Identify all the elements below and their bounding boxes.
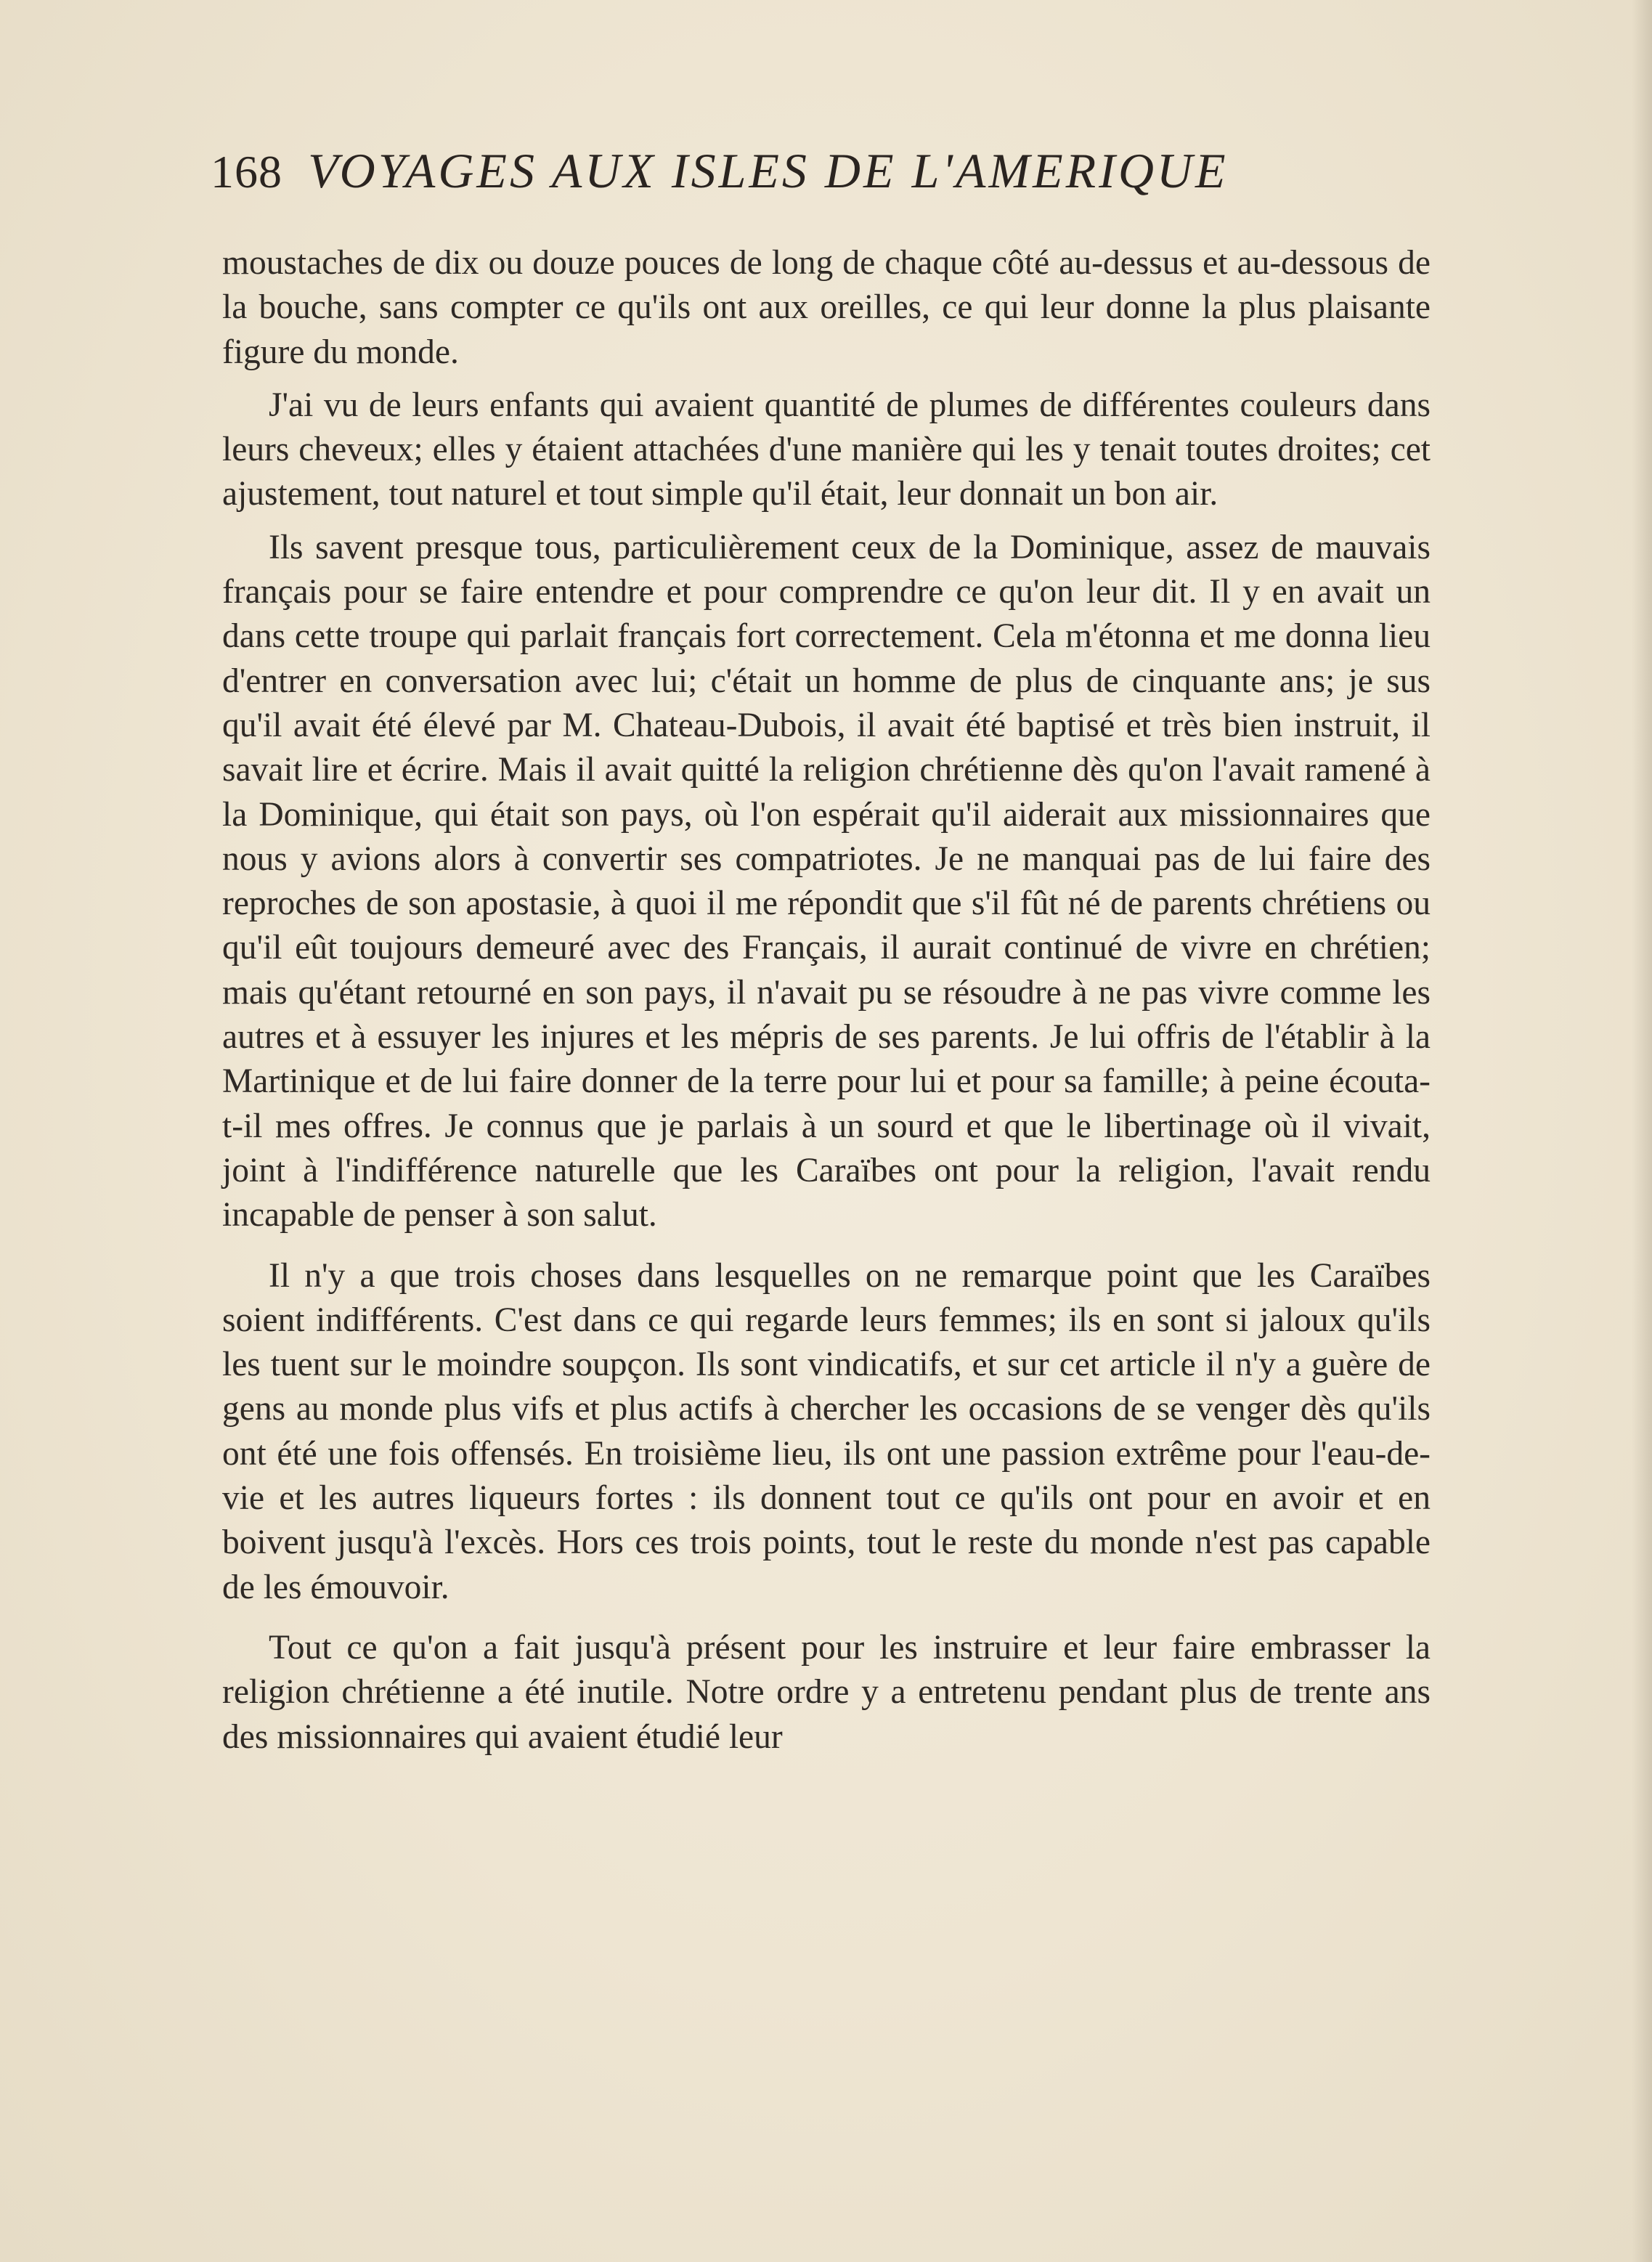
paragraph-5: Tout ce qu'on a fait jusqu'à présent pour les instruire et leur faire embrasser la religion chrétienne a été inutile. Notre ordre y a entretenu pendant plus de trente ans des missionnaires qui avaient étudié leur (222, 1628, 1431, 1756)
body-text (222, 241, 1431, 1759)
running-head (211, 142, 1445, 208)
paragraph-2: J'ai vu de leurs enfants qui avaient quantité de plumes de différentes couleurs dans leurs cheveux; elles y étaient attachées d'une manière qui les y tenait toutes droites; cet ajustement, tout naturel et tout simple qu'il était, leur donnait un bon air. (222, 386, 1431, 513)
paragraph-4: Il n'y a que trois choses dans lesquelles on ne remarque point que les Caraïbes soient indifférents. C'est dans ce qui regarde leurs femmes; ils en sont si jaloux qu'ils les tuent sur le moindre soupçon. Ils sont vindicatifs, et sur cet article il n'y a guère de gens au monde plus vifs et plus actifs à chercher les occasions de se venger dès qu'ils ont été une fois offensés. En troisième lieu, ils ont une passion extrême pour l'eau-de-vie et les autres liqueurs fortes : ils donnent tout ce qu'ils ont pour en avoir et en boivent jusqu'à l'excès. Hors ces trois points, tout le reste du monde n'est pas capable de les émouvoir. (222, 1256, 1431, 1606)
paragraph-3: Ils savent presque tous, particulièrement ceux de la Dominique, assez de mauvais français pour se faire entendre et pour comprendre ce qu'on leur dit. Il y en avait un dans cette troupe qui parlait français fort correctement. Cela m'étonna et me donna lieu d'entrer en conversation avec lui; c'était un homme de plus de cinquante ans; je sus qu'il avait été élevé par M. Chateau-Dubois, il avait été baptisé et très bien instruit, il savait lire et écrire. Mais il avait quitté la religion chrétienne dès qu'on l'avait ramené à la Dominique, qui était son pays, où l'on espérait qu'il aiderait aux missionnaires que nous y avions alors à convertir ses compatriotes. Je ne manquai pas de lui faire des reproches de son apostasie, à quoi il me répondit que s'il fût né de parents chrétiens ou qu'il eût toujours demeuré avec des Français, il aurait continué de vivre en chrétien; mais qu'étant retourné en son pays, il n'avait pu se résoudre à ne pas vivre comme les autres et à essuyer les injures et les mépris de ses parents. Je lui offris de l'établir à la Martinique et de lui faire donner de la terre pour lui et pour sa famille; à peine écouta-t-il mes offres. Je connus que je parlais à un sourd et que le libertinage où il vivait, joint à l'indifférence naturelle que les Caraïbes ont pour la religion, l'avait rendu incapable de penser à son salut. (222, 528, 1431, 1234)
page-number: 168 (211, 146, 282, 198)
paragraph-1: moustaches de dix ou douze pouces de long de chaque côté au-dessus et au-dessous de la bouche, sans compter ce qu'ils ont aux oreilles, ce qui leur donne la plus plaisante figure du monde. (222, 244, 1431, 371)
page-edge-shadow (1632, 0, 1652, 2262)
running-title: VOYAGES AUX ISLES DE L'AMERIQUE (308, 143, 1229, 198)
